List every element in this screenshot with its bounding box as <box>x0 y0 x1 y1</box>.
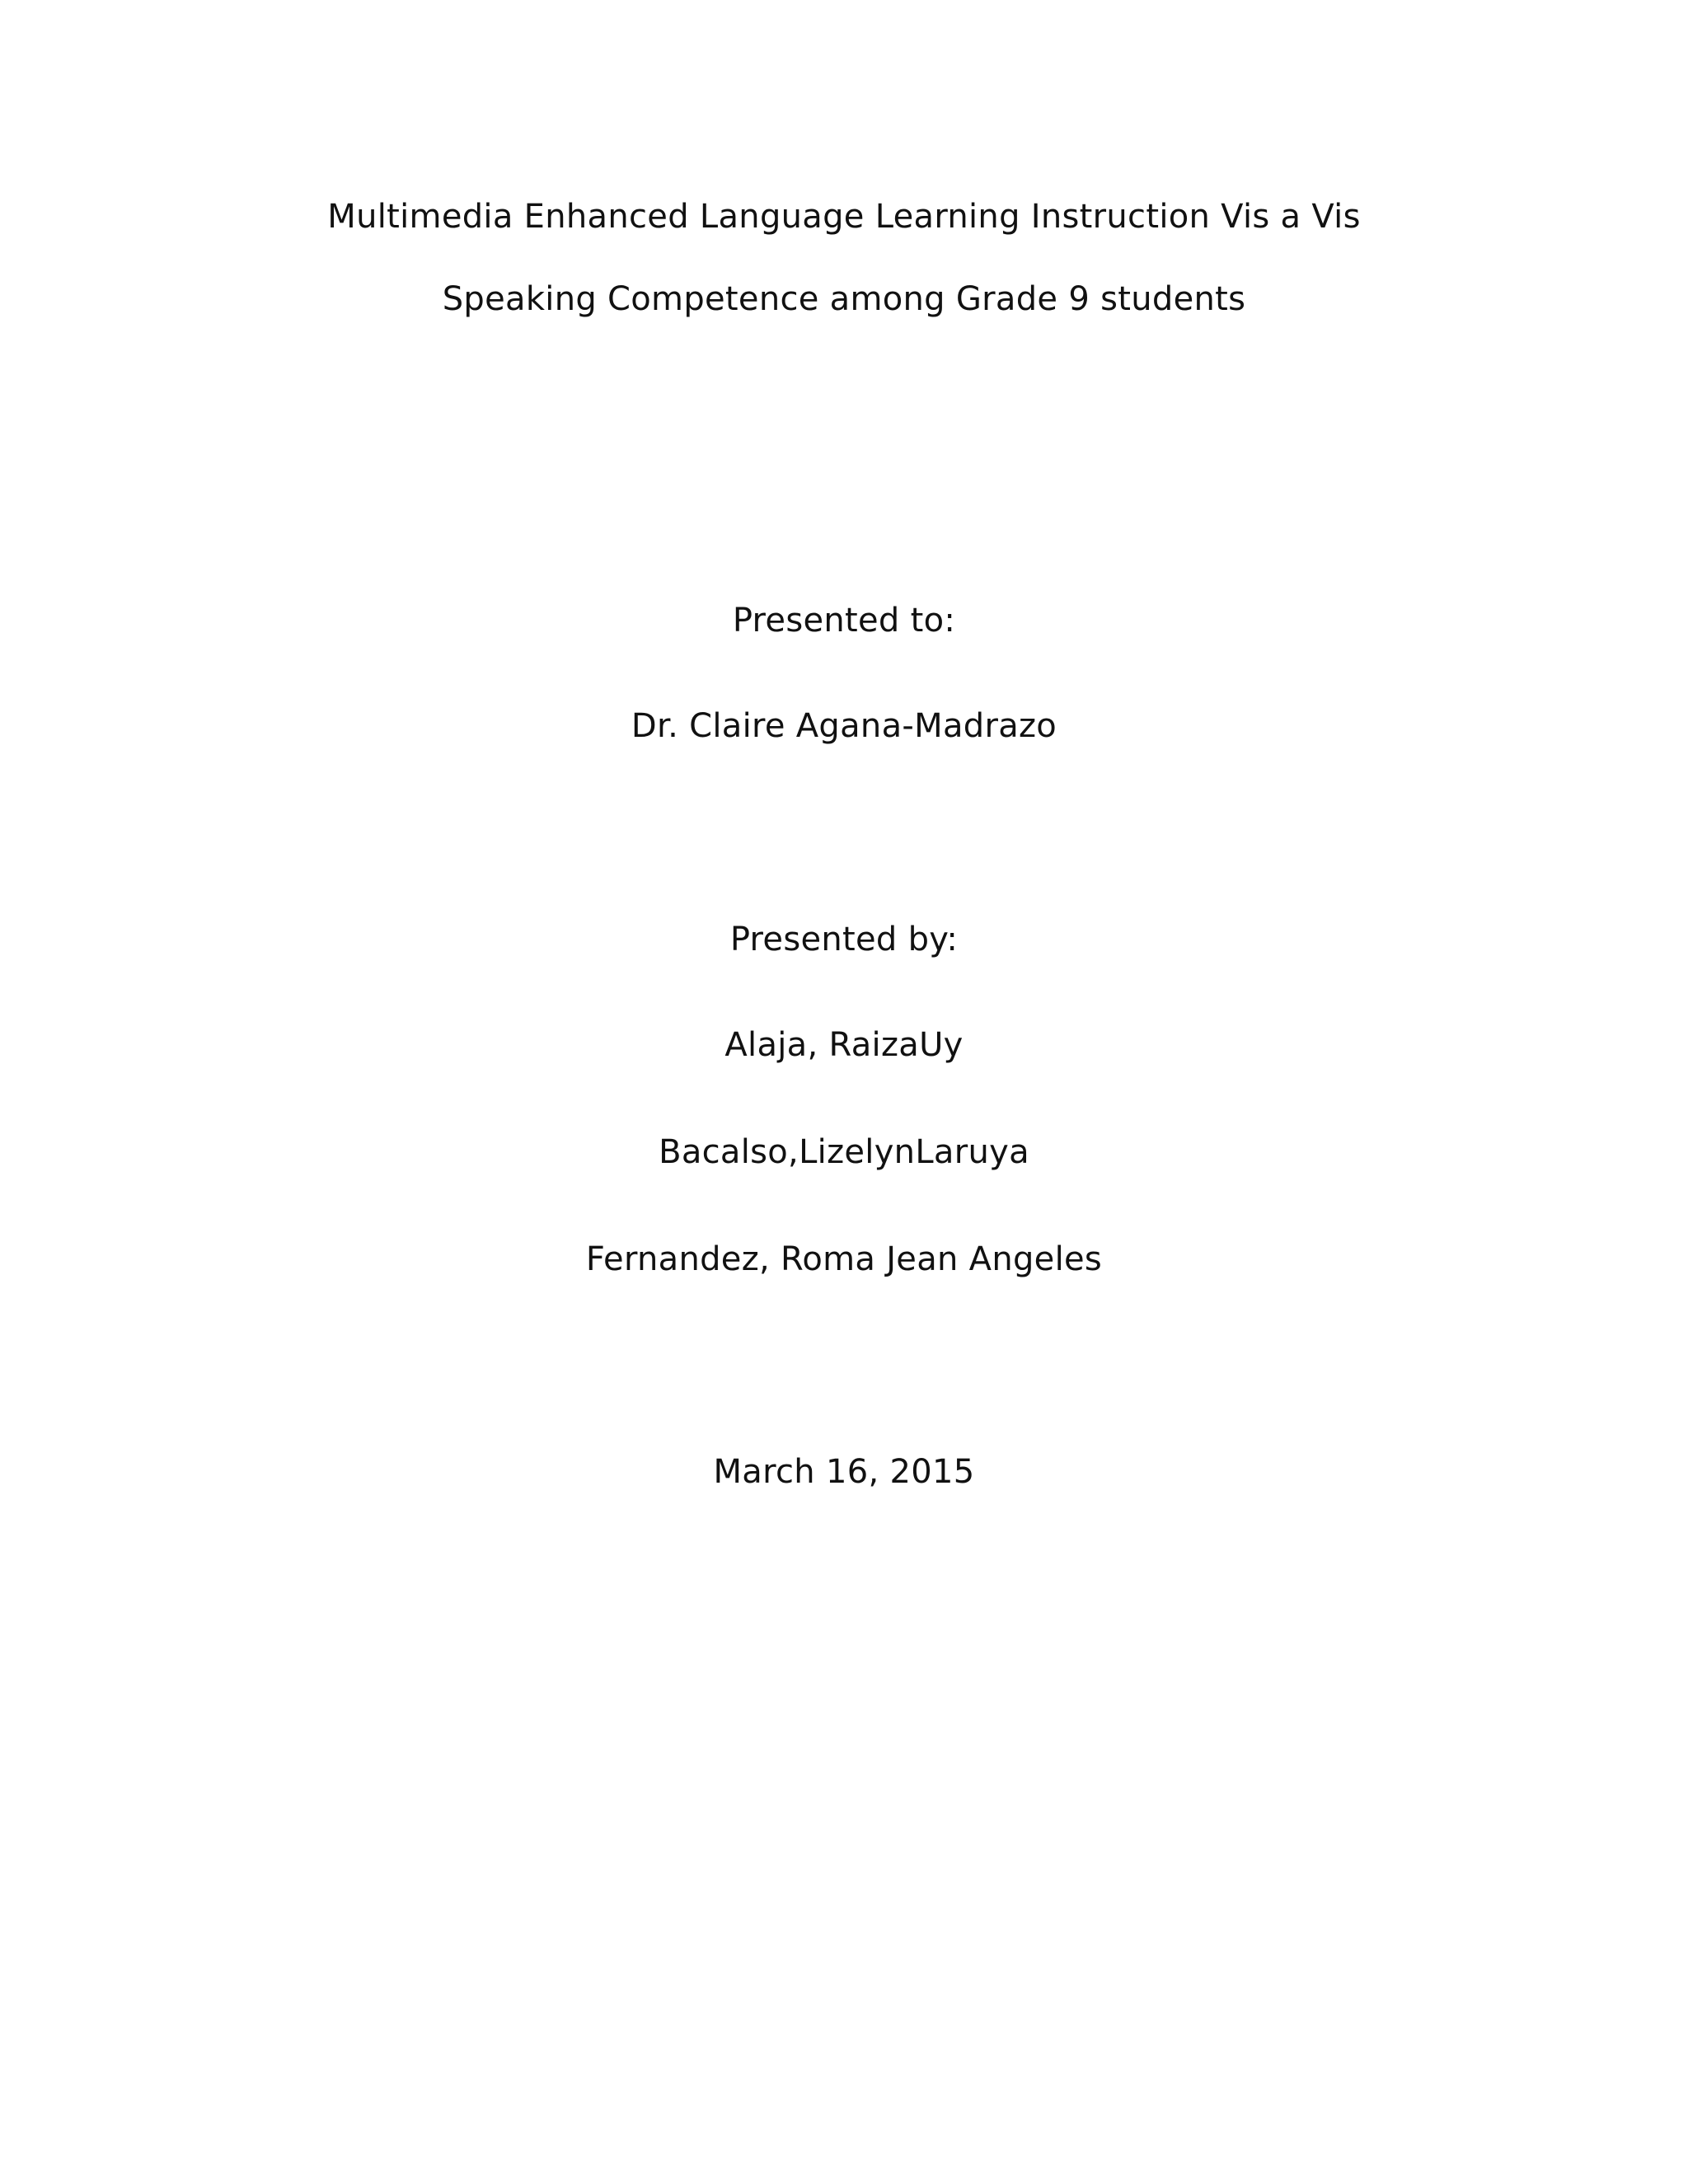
author-name: Fernandez, Roma Jean Angeles <box>585 1240 1103 1278</box>
author-name: Alaja, RaizaUy <box>724 1026 964 1064</box>
presented-by-label: Presented by: <box>729 921 959 958</box>
author-name: Bacalso,LizelynLaruya <box>659 1133 1029 1171</box>
title-line-1: Multimedia Enhanced Language Learning Instruction Vis a Vis <box>327 198 1361 236</box>
presented-to-name: Dr. Claire Agana-Madrazo <box>631 707 1057 745</box>
presented-to-label: Presented to: <box>732 602 956 640</box>
document-date: March 16, 2015 <box>713 1453 975 1491</box>
title-line-2: Speaking Competence among Grade 9 students <box>442 280 1246 318</box>
